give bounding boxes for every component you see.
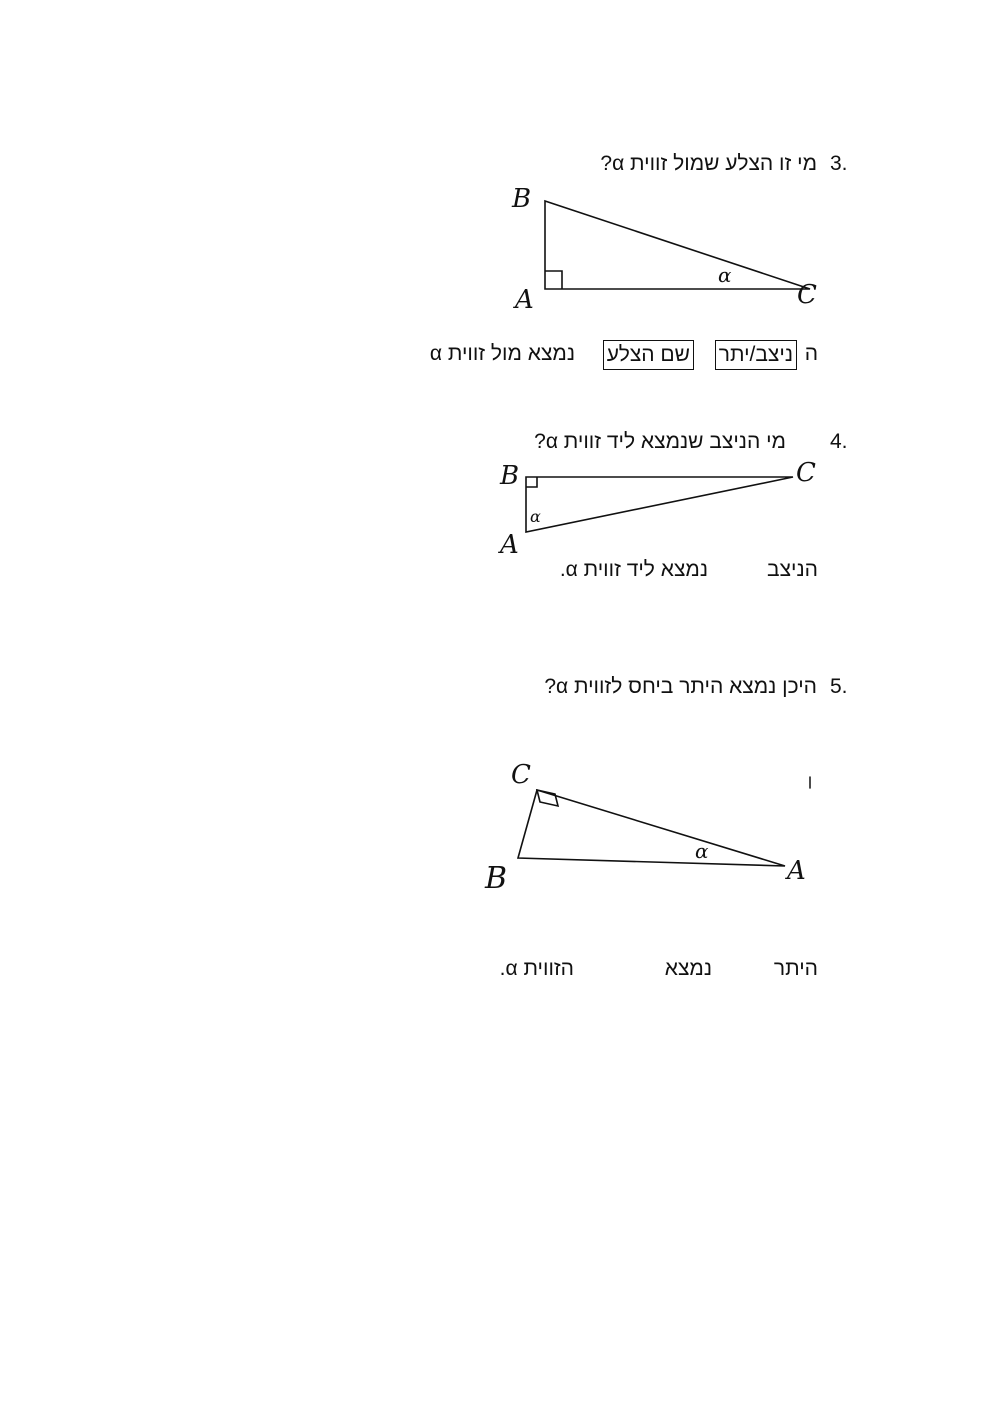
q4-question: מי הניצב שנמצא ליד זווית α? xyxy=(534,430,786,453)
q3-answer-suffix: נמצא מול זווית α xyxy=(429,342,575,365)
q3-vertex-c: C xyxy=(797,280,817,310)
q5-answer-word1: היתר xyxy=(773,957,818,980)
q3-angle-alpha: α xyxy=(718,263,732,287)
q5-answer-word2: נמצא xyxy=(664,957,712,980)
q4-angle-alpha: α xyxy=(530,507,541,526)
q4-answer-suffix: נמצא ליד זווית α. xyxy=(559,558,708,581)
q3-vertex-a: A xyxy=(515,285,534,315)
q5-vertex-a: A xyxy=(787,856,806,886)
q4-number: 4. xyxy=(830,430,848,453)
q4-vertex-b: B xyxy=(500,461,520,491)
q4-answer-word: הניצב xyxy=(767,558,818,581)
q5-question: היכן נמצא היתר ביחס לזווית α? xyxy=(544,675,817,698)
q3-question: מי זו הצלע שמול זווית α? xyxy=(600,152,817,175)
q5-angle-alpha: α xyxy=(695,839,709,863)
q5-answer-word3: הזווית α. xyxy=(499,957,574,980)
q5-vertex-b: B xyxy=(485,861,508,896)
q3-number: 3. xyxy=(830,152,848,175)
q3-box-side-name[interactable]: שם הצלע xyxy=(603,340,694,370)
q3-vertex-b: B xyxy=(512,184,532,214)
q4-vertex-a: A xyxy=(500,530,519,560)
q3-answer-prefix: ה xyxy=(804,342,818,365)
q3-box-side-type[interactable]: ניצב/יתר xyxy=(715,340,797,370)
q5-number: 5. xyxy=(830,675,848,698)
q5-vertex-c: C xyxy=(511,760,531,790)
q4-vertex-c: C xyxy=(796,458,816,488)
